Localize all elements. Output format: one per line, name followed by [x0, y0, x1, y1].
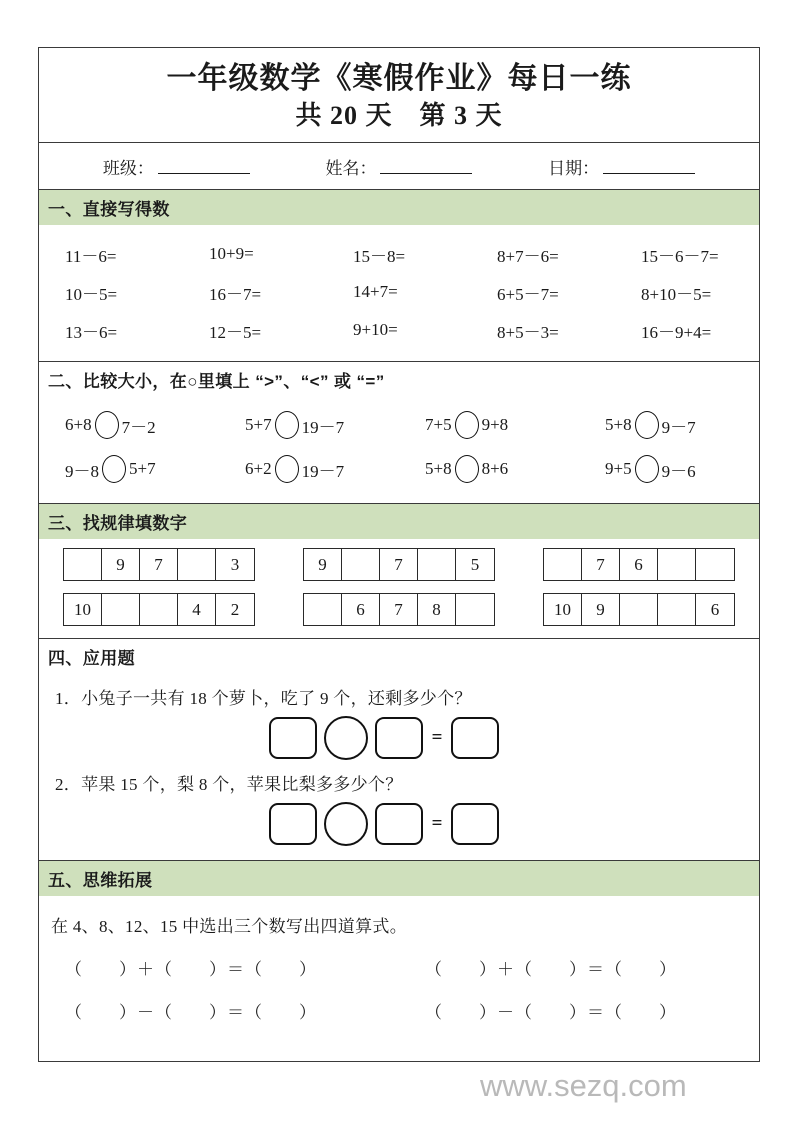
pattern-cell[interactable]: 7	[380, 594, 418, 625]
comparison-circle-blank[interactable]	[635, 411, 659, 439]
worksheet-title-main: 一年级数学《寒假作业》每日一练	[166, 62, 632, 95]
word-problem-text: 1．小兔子一共有 18 个萝卜，吃了 9 个，还剩多少个？	[55, 689, 472, 709]
answer-square-box[interactable]	[375, 803, 423, 845]
pattern-cell[interactable]: 9	[304, 549, 342, 580]
date-input-blank[interactable]	[603, 158, 695, 174]
class-input-blank[interactable]	[158, 158, 250, 174]
comparison-item[interactable]	[219, 455, 399, 483]
pattern-grid	[63, 548, 255, 581]
comparison-right: 19－7	[301, 461, 345, 481]
comparison-row	[39, 447, 759, 491]
pattern-grid-row	[39, 548, 759, 581]
date-label: 日期：	[548, 158, 600, 178]
thinking-equation-blank[interactable]: （ ）＋（ ）＝（ ）	[425, 960, 677, 980]
pattern-cell[interactable]	[658, 594, 696, 625]
section-2-body	[39, 397, 759, 504]
date-field[interactable]	[548, 154, 695, 179]
name-input-blank[interactable]	[380, 158, 472, 174]
arithmetic-problem[interactable]: 15－8=	[353, 246, 406, 266]
pattern-cell[interactable]	[342, 549, 380, 580]
comparison-left: 5+7	[245, 415, 272, 435]
pattern-cell[interactable]	[696, 549, 734, 580]
pattern-cell[interactable]: 9	[582, 594, 620, 625]
comparison-item[interactable]	[579, 411, 759, 439]
pattern-cell[interactable]: 5	[470, 554, 480, 574]
arithmetic-problem[interactable]: 8+10－5=	[641, 284, 712, 304]
section-2-heading: 二、比较大小，在○里填上 “>”、“<” 或 “=”	[39, 362, 759, 397]
answer-square-box[interactable]	[375, 717, 423, 759]
name-field[interactable]	[325, 154, 472, 179]
arithmetic-problem[interactable]: 10+9=	[209, 244, 254, 264]
comparison-item[interactable]	[219, 411, 399, 439]
equals-sign: =	[431, 727, 443, 749]
word-problem-answer-row	[39, 802, 759, 846]
comparison-circle-blank[interactable]	[95, 411, 119, 439]
comparison-right: 9－6	[661, 461, 696, 481]
pattern-cell[interactable]	[102, 594, 140, 625]
comparison-circle-blank[interactable]	[102, 455, 126, 483]
worksheet-page	[38, 47, 760, 1062]
arithmetic-problem[interactable]: 13－6=	[65, 322, 118, 342]
answer-operator-circle[interactable]	[324, 802, 368, 846]
comparison-grid	[39, 397, 759, 503]
section-4-heading: 四、应用题	[39, 639, 759, 674]
word-problem-answer-row	[39, 716, 759, 760]
pattern-grid-row	[39, 593, 759, 626]
pattern-cell[interactable]: 2	[230, 599, 240, 619]
section-3-heading: 三、找规律填数字	[39, 504, 759, 539]
pattern-cell[interactable]: 10	[544, 594, 582, 625]
arithmetic-problem[interactable]: 10－5=	[65, 284, 118, 304]
pattern-cell[interactable]: 9	[102, 549, 140, 580]
arithmetic-problem[interactable]: 16－9+4=	[641, 322, 712, 342]
pattern-grid	[303, 548, 495, 581]
arithmetic-grid	[39, 225, 759, 361]
arithmetic-problem[interactable]: 6+5－7=	[497, 284, 559, 304]
pattern-cell[interactable]: 6	[342, 594, 380, 625]
name-label: 姓名：	[325, 158, 377, 178]
worksheet-title-sub: 共 20 天 第 3 天	[295, 100, 503, 130]
answer-square-box[interactable]	[269, 803, 317, 845]
answer-operator-circle[interactable]	[324, 716, 368, 760]
pattern-cell[interactable]: 8	[418, 594, 456, 625]
comparison-left: 6+8	[65, 415, 92, 435]
section-1-heading: 一、直接写得数	[39, 190, 759, 225]
comparison-left: 9－8	[65, 461, 99, 481]
equals-sign: =	[431, 813, 443, 835]
answer-result-box[interactable]	[451, 803, 499, 845]
site-watermark: www.sezq.com	[480, 1068, 687, 1103]
arithmetic-row	[39, 311, 759, 349]
section-1-body	[39, 225, 759, 362]
pattern-cell[interactable]	[620, 594, 658, 625]
section-4-body	[39, 674, 759, 861]
pattern-grid	[543, 548, 735, 581]
word-problem-text: 2．苹果 15 个，梨 8 个，苹果比梨多多少个？	[55, 775, 403, 795]
section-3-body	[39, 539, 759, 639]
pattern-grids	[39, 539, 759, 638]
comparison-right: 19－7	[301, 417, 345, 437]
comparison-circle-blank[interactable]	[635, 455, 659, 483]
pattern-cell[interactable]	[418, 549, 456, 580]
thinking-equation-row	[39, 955, 759, 980]
comparison-item[interactable]	[399, 411, 579, 439]
comparison-circle-blank[interactable]	[455, 455, 479, 483]
word-problem	[39, 764, 759, 846]
pattern-cell[interactable]: 4	[178, 594, 216, 625]
pattern-cell[interactable]: 6	[620, 549, 658, 580]
thinking-expansion-prompt: 在 4、8、12、15 中选出三个数写出四道算式。	[51, 917, 407, 937]
pattern-cell[interactable]	[64, 549, 102, 580]
comparison-right: 5+7	[129, 459, 156, 479]
class-field[interactable]	[103, 154, 250, 179]
pattern-cell[interactable]: 7	[380, 549, 418, 580]
arithmetic-problem[interactable]: 9+10=	[353, 320, 398, 340]
answer-result-box[interactable]	[451, 717, 499, 759]
class-label: 班级：	[102, 158, 154, 178]
worksheet-title-block	[39, 48, 759, 143]
comparison-right: 9+8	[481, 415, 509, 435]
comparison-circle-blank[interactable]	[455, 411, 479, 439]
comparison-row	[39, 403, 759, 447]
student-info-row	[39, 143, 759, 190]
arithmetic-problem[interactable]: 11－6=	[65, 246, 117, 266]
section-5-heading: 五、思维拓展	[39, 861, 759, 896]
thinking-expansion	[39, 896, 759, 1058]
comparison-item[interactable]	[39, 455, 219, 483]
arithmetic-problem[interactable]: 16－7=	[209, 284, 262, 304]
comparison-left: 5+8	[425, 459, 452, 479]
comparison-left: 7+5	[425, 415, 452, 435]
pattern-cell[interactable]: 3	[230, 554, 240, 574]
thinking-equation-blank[interactable]: （ ）＋（ ）＝（ ）	[65, 960, 317, 980]
section-5-body	[39, 896, 759, 1058]
arithmetic-problem[interactable]: 8+5－3=	[497, 322, 559, 342]
pattern-cell[interactable]: 10	[64, 594, 102, 625]
arithmetic-row	[39, 235, 759, 273]
thinking-equation-blank[interactable]: （ ）－（ ）＝（ ）	[65, 1003, 317, 1023]
pattern-cell[interactable]	[140, 594, 178, 625]
thinking-equation-row	[39, 998, 759, 1023]
word-problems	[39, 674, 759, 860]
comparison-right: 7－2	[121, 417, 156, 437]
comparison-right: 8+6	[481, 459, 509, 479]
pattern-cell[interactable]	[304, 594, 342, 625]
comparison-left: 5+8	[605, 415, 632, 435]
arithmetic-problem[interactable]: 15－6－7=	[641, 246, 719, 266]
comparison-item[interactable]	[399, 455, 579, 483]
pattern-cell[interactable]: 7	[140, 549, 178, 580]
comparison-circle-blank[interactable]	[275, 411, 299, 439]
pattern-grid	[63, 593, 255, 626]
arithmetic-problem[interactable]: 8+7－6=	[497, 246, 559, 266]
word-problem	[39, 678, 759, 760]
arithmetic-problem[interactable]: 12－5=	[209, 322, 262, 342]
thinking-equation-blank[interactable]: （ ）－（ ）＝（ ）	[425, 1003, 677, 1023]
pattern-cell[interactable]	[178, 549, 216, 580]
comparison-right: 9－7	[661, 417, 696, 437]
pattern-cell[interactable]	[544, 549, 582, 580]
pattern-grid	[303, 593, 495, 626]
pattern-grid	[543, 593, 735, 626]
comparison-item[interactable]	[39, 411, 219, 439]
arithmetic-problem[interactable]: 14+7=	[353, 282, 398, 302]
arithmetic-row	[39, 273, 759, 311]
comparison-circle-blank[interactable]	[275, 455, 299, 483]
comparison-left: 9+5	[605, 459, 632, 479]
comparison-item[interactable]	[579, 455, 759, 483]
pattern-cell[interactable]: 6	[710, 599, 720, 619]
pattern-cell[interactable]: 7	[582, 549, 620, 580]
answer-square-box[interactable]	[269, 717, 317, 759]
pattern-cell[interactable]	[456, 594, 494, 625]
comparison-left: 6+2	[245, 459, 272, 479]
pattern-cell[interactable]	[658, 549, 696, 580]
